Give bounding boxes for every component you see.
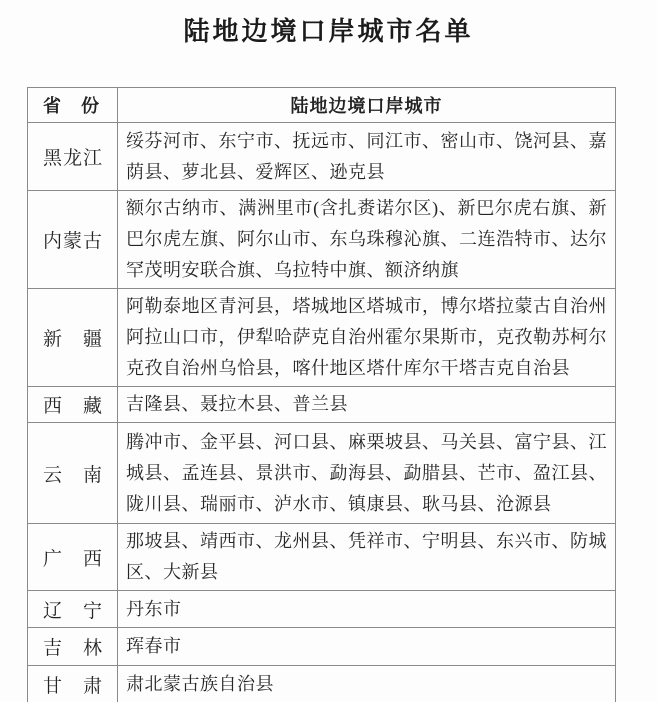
cities-cell: 阿勒泰地区青河县，塔城地区塔城市，博尔塔拉蒙古自治州阿拉山口市，伊犁哈萨克自治州霍尔果斯市，克孜勒苏柯尔克孜自治州乌恰县，喀什地区塔什库尔干塔吉克自治县 (118, 289, 616, 387)
cities-cell: 绥芬河市、东宁市、抚远市、同江市、密山市、饶河县、嘉荫县、萝北县、爱辉区、逊克县 (118, 123, 616, 191)
table-row-jilin (28, 628, 616, 666)
table-row-xinjiang (28, 289, 616, 387)
province-cell: 吉 林 (28, 628, 118, 666)
cities-cell: 珲春市 (118, 628, 616, 666)
table-row-heilongjiang (28, 123, 616, 191)
border-cities-table (27, 87, 616, 702)
cities-cell: 那坡县、靖西市、龙州县、凭祥市、宁明县、东兴市、防城区、大新县 (118, 524, 616, 591)
province-cell: 黑龙江 (28, 123, 118, 191)
table-row-xizang (28, 387, 616, 423)
province-cell: 西 藏 (28, 387, 118, 423)
table-row-yunnan (28, 423, 616, 524)
province-cell: 甘 肃 (28, 666, 118, 702)
province-cell: 广 西 (28, 524, 118, 591)
table-row-guangxi (28, 524, 616, 591)
province-cell: 内蒙古 (28, 191, 118, 289)
province-cell: 云 南 (28, 423, 118, 524)
province-cell: 辽 宁 (28, 591, 118, 628)
header-province: 省 份 (28, 88, 118, 123)
cities-cell: 腾冲市、金平县、河口县、麻栗坡县、马关县、富宁县、江城县、孟连县、景洪市、勐海县、勐腊县、芒市、盈江县、陇川县、瑞丽市、泸水市、镇康县、耿马县、沧源县 (118, 423, 616, 524)
table-row-neimenggu (28, 191, 616, 289)
cities-cell: 额尔古纳市、满洲里市(含扎赉诺尔区)、新巴尔虎右旗、新巴尔虎左旗、阿尔山市、东乌珠穆沁旗、二连浩特市、达尔罕茂明安联合旗、乌拉特中旗、额济纳旗 (118, 191, 616, 289)
cities-cell: 丹东市 (118, 591, 616, 628)
table-row-gansu (28, 666, 616, 702)
table-header-row (28, 88, 616, 123)
document-page (0, 15, 657, 702)
table-row-liaoning (28, 591, 616, 628)
cities-cell: 吉隆县、聂拉木县、普兰县 (118, 387, 616, 423)
province-cell: 新 疆 (28, 289, 118, 387)
header-cities: 陆地边境口岸城市 (118, 88, 616, 123)
document-title: 陆地边境口岸城市名单 (183, 17, 474, 46)
cities-cell: 肃北蒙古族自治县 (118, 666, 616, 702)
